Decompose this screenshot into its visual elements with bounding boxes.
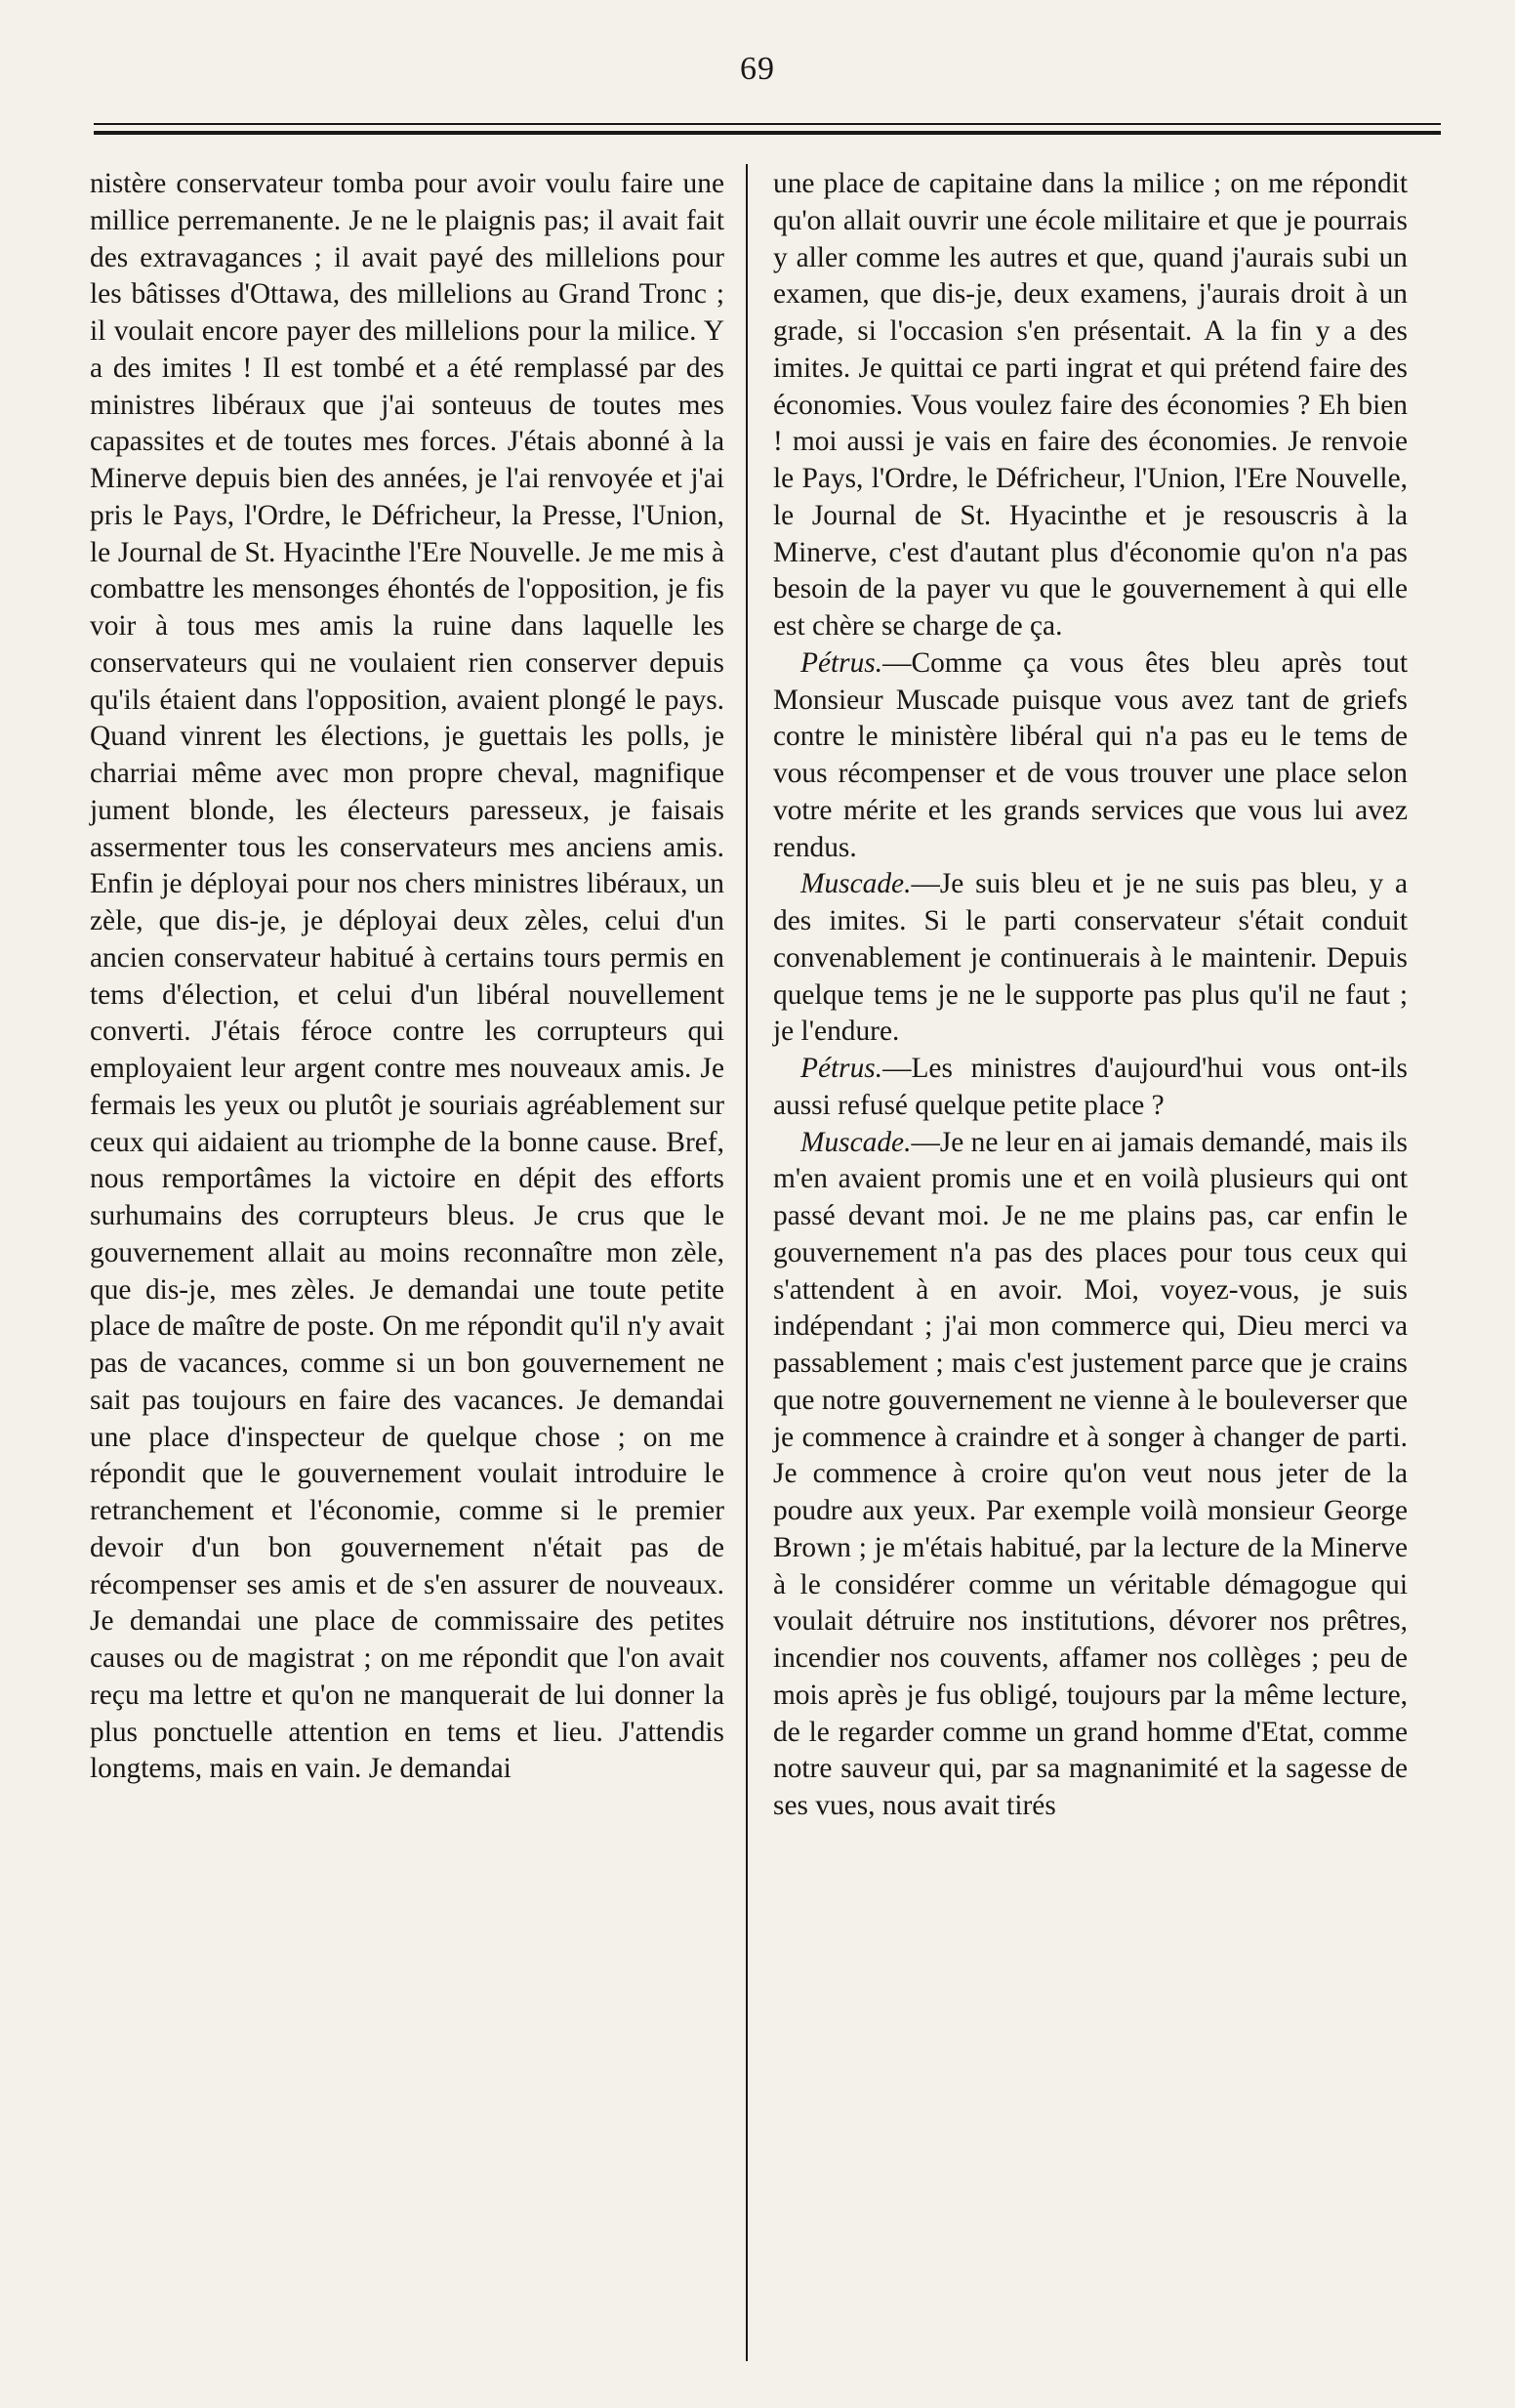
- paragraph-text: une place de capitaine dans la milice ; on me répondit qu'on allait ouvrir une école militaire et que je pourrais y aller comme les autres et que, quand j'aurais subi un examen, que dis-je, deux examens, j'aurais droit à un grade, si l'occasion s'en présentait. A la fin y a des imites. Je quittai ce parti ingrat et qui prétend faire des économies. Vous voulez faire des économies ? Eh bien ! moi aussi je vais en faire des économies. Je renvoie le Pays, l'Ordre, le Défricheur, l'Union, l'Ere Nouvelle, le Journal de St. Hyacinthe et je resouscris à la Minerve, c'est d'autant plus d'économie qu'on n'a pas besoin de la payer vu que le gouvernement à qui elle est chère se charge de ça.: [773, 168, 1408, 642]
- right-paragraph-2: [773, 645, 1408, 867]
- header-rule-thin: [94, 123, 1441, 125]
- right-column: [773, 166, 1408, 1825]
- speaker-name: Muscade.: [800, 1126, 912, 1158]
- speaker-name: Muscade.: [800, 868, 912, 900]
- paragraph-text: —Comme ça vous êtes bleu après tout Monsieur Muscade puisque vous avez tant de griefs contre le ministère libéral qui n'a pas eu le tems de vous récompenser et de vous trouver une place selon votre mérite et les grands services que vous lui avez rendus.: [773, 646, 1408, 863]
- page-number: 69: [740, 51, 775, 87]
- paragraph-text: —Les ministres d'aujourd'hui vous ont-ils aussi refusé quelque petite place ?: [773, 1053, 1408, 1121]
- paragraph-text: —Je suis bleu et je ne suis pas bleu, y a des imites. Si le parti conservateur s'était conduit convenablement je continuerais à le maintenir. Depuis quelque tems je ne le supporte pas plus qu'il ne faut ; je l'endure.: [773, 868, 1408, 1048]
- speaker-name: Pétrus.: [800, 646, 883, 679]
- right-paragraph-4: [773, 1051, 1408, 1125]
- right-paragraph-3: [773, 866, 1408, 1051]
- header-rule-thick: [94, 131, 1441, 135]
- left-column: [90, 166, 724, 1788]
- right-paragraph-5: [773, 1125, 1408, 1825]
- right-paragraph-1: [773, 166, 1408, 645]
- paragraph-text: —Je ne leur en ai jamais demandé, mais ils m'en avaient promis une et en voilà plusieurs qui ont passé devant moi. Je ne me plains pas, car enfin le gouvernement n'a pas des places pour tous ceux qui s'attendent à en avoir. Moi, voyez-vous, je suis indépendant ; j'ai mon commerce qui, Dieu merci va passablement ; mais c'est justement parce que je crains que notre gouvernement ne vienne à le bouleverser que je commence à craindre et à songer à changer de parti. Je commence à croire qu'on veut nous jeter de la poudre aux yeux. Par exemple voilà monsieur George Brown ; je m'étais habitué, par la lecture de la Minerve à le considérer comme un véritable démagogue qui voulait détruire nos institutions, dévorer nos prêtres, incendier nos couvents, affamer nos collèges ; peu de mois après je fus obligé, toujours par la même lecture, de le regarder comme un grand homme d'Etat, comme notre sauveur qui, par sa magnanimité et la sagesse de ses vues, nous avait tirés: [773, 1126, 1408, 1821]
- column-divider: [746, 164, 748, 2361]
- left-paragraph: nistère conservateur tomba pour avoir voulu faire une millice perremanente. Je ne le plaignis pas; il avait fait des extravagances ; il avait payé des millelions pour les bâtisses d'Ottawa, des millelions au Grand Tronc ; il voulait encore payer des millelions pour la milice. Y a des imites ! Il est tombé et a été remplassé par des ministres libéraux que j'ai sonteuus de toutes mes capassites et de toutes mes forces. J'étais abonné à la Minerve depuis bien des années, je l'ai renvoyée et j'ai pris le Pays, l'Ordre, le Défricheur, la Presse, l'Union, le Journal de St. Hyacinthe l'Ere Nouvelle. Je me mis à combattre les mensonges éhontés de l'opposition, je fis voir à tous mes amis la ruine dans laquelle les conservateurs qui ne voulaient rien conserver depuis qu'ils étaient dans l'opposition, avaient plongé le pays. Quand vinrent les élections, je guettais les polls, je charriai même avec mon propre cheval, magnifique jument blonde, les électeurs paresseux, je faisais assermenter tous les conservateurs mes anciens amis. Enfin je déployai pour nos chers ministres libéraux, un zèle, que dis-je, je déployai deux zèles, celui d'un ancien conservateur habitué à certains tours permis en tems d'élection, et celui d'un libéral nouvellement converti. J'étais féroce contre les corrupteurs qui employaient leur argent contre mes nouveaux amis. Je fermais les yeux ou plutôt je souriais agréablement sur ceux qui aidaient au triomphe de la bonne cause. Bref, nous remportâmes la victoire en dépit des efforts surhumains des corrupteurs bleus. Je crus que le gouvernement allait au moins reconnaître mon zèle, que dis-je, mes zèles. Je demandai une toute petite place de maître de poste. On me répondit qu'il n'y avait pas de vacances, comme si un bon gouvernement ne sait pas toujours en faire des vacances. Je demandai une place d'inspecteur de quelque chose ; on me répondit que le gouvernement voulait introduire le retranchement et l'économie, comme si le premier devoir d'un bon gouvernement n'était pas de récompenser ses amis et de s'en assurer de nouveaux. Je demandai une place de commissaire des petites causes ou de magistrat ; on me répondit que l'on avait reçu ma lettre et qu'on ne manquerait de lui donner la plus ponctuelle attention en tems et lieu. J'attendis longtems, mais en vain. Je demandai: [90, 168, 724, 1785]
- speaker-name: Pétrus.: [800, 1053, 883, 1084]
